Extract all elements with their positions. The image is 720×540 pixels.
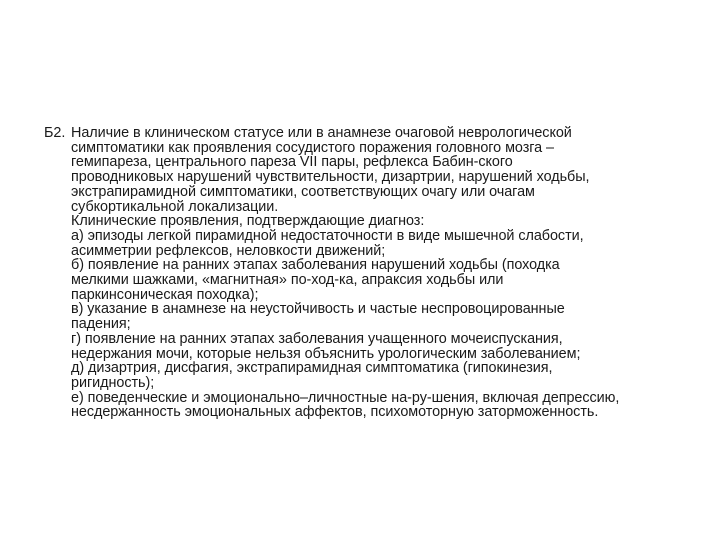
text-line: г) появление на ранних этапах заболевания учащенного мочеиспускания, — [71, 330, 563, 347]
text-line: б) появление на ранних этапах заболевания нарушений ходьбы (походка — [71, 257, 560, 274]
criterion-number: Б2. — [44, 125, 66, 141]
text-line: паркинсоническая походка); — [71, 286, 259, 303]
text-line: несдержанность эмоциональных аффектов, психомоторную заторможенность. — [71, 404, 599, 421]
criterion-heading — [44, 126, 716, 141]
text-line: е) поведенческие и эмоционально–личностные на-ру-шения, включая депрессию, — [71, 389, 620, 406]
text-line: в) указание в анамнезе на неустойчивость и частые неспровоцированные — [71, 301, 565, 318]
text-line: Наличие в клиническом статусе или в анамнезе очаговой неврологической — [71, 125, 572, 141]
text-line: падения; — [71, 316, 131, 333]
text-line: симптоматики как проявления сосудистого поражения головного мозга – — [71, 139, 555, 156]
text-line: д) дизартрия, дисфагия, экстрапирамидная симптоматика (гипокинезия, — [71, 360, 553, 377]
text-line: асимметрии рефлексов, неловкости движений; — [71, 242, 386, 259]
text-line: проводниковых нарушений чувствительности, дизартрии, нарушений ходьбы, — [71, 169, 590, 186]
text-line: ригидность); — [71, 374, 155, 391]
text-line: гемипареза, центрального пареза VII пары, рефлекса Бабин-ского — [71, 154, 513, 171]
text-line: субкортикальной локализации. — [71, 198, 279, 215]
text-line: а) эпизоды легкой пирамидной недостаточности в виде мышечной слабости, — [71, 227, 584, 244]
text-line: мелкими шажками, «магнитная» по-ход-ка, апраксия ходьбы или — [71, 272, 504, 289]
text-line: Клинические проявления, подтверждающие диагноз: — [71, 213, 425, 230]
text-line: экстрапирамидной симптоматики, соответствующих очагу или очагам — [71, 183, 535, 200]
criteria-text-block — [44, 126, 716, 420]
text-line: недержания мочи, которые нельзя объяснить урологическим заболеванием; — [71, 345, 581, 362]
